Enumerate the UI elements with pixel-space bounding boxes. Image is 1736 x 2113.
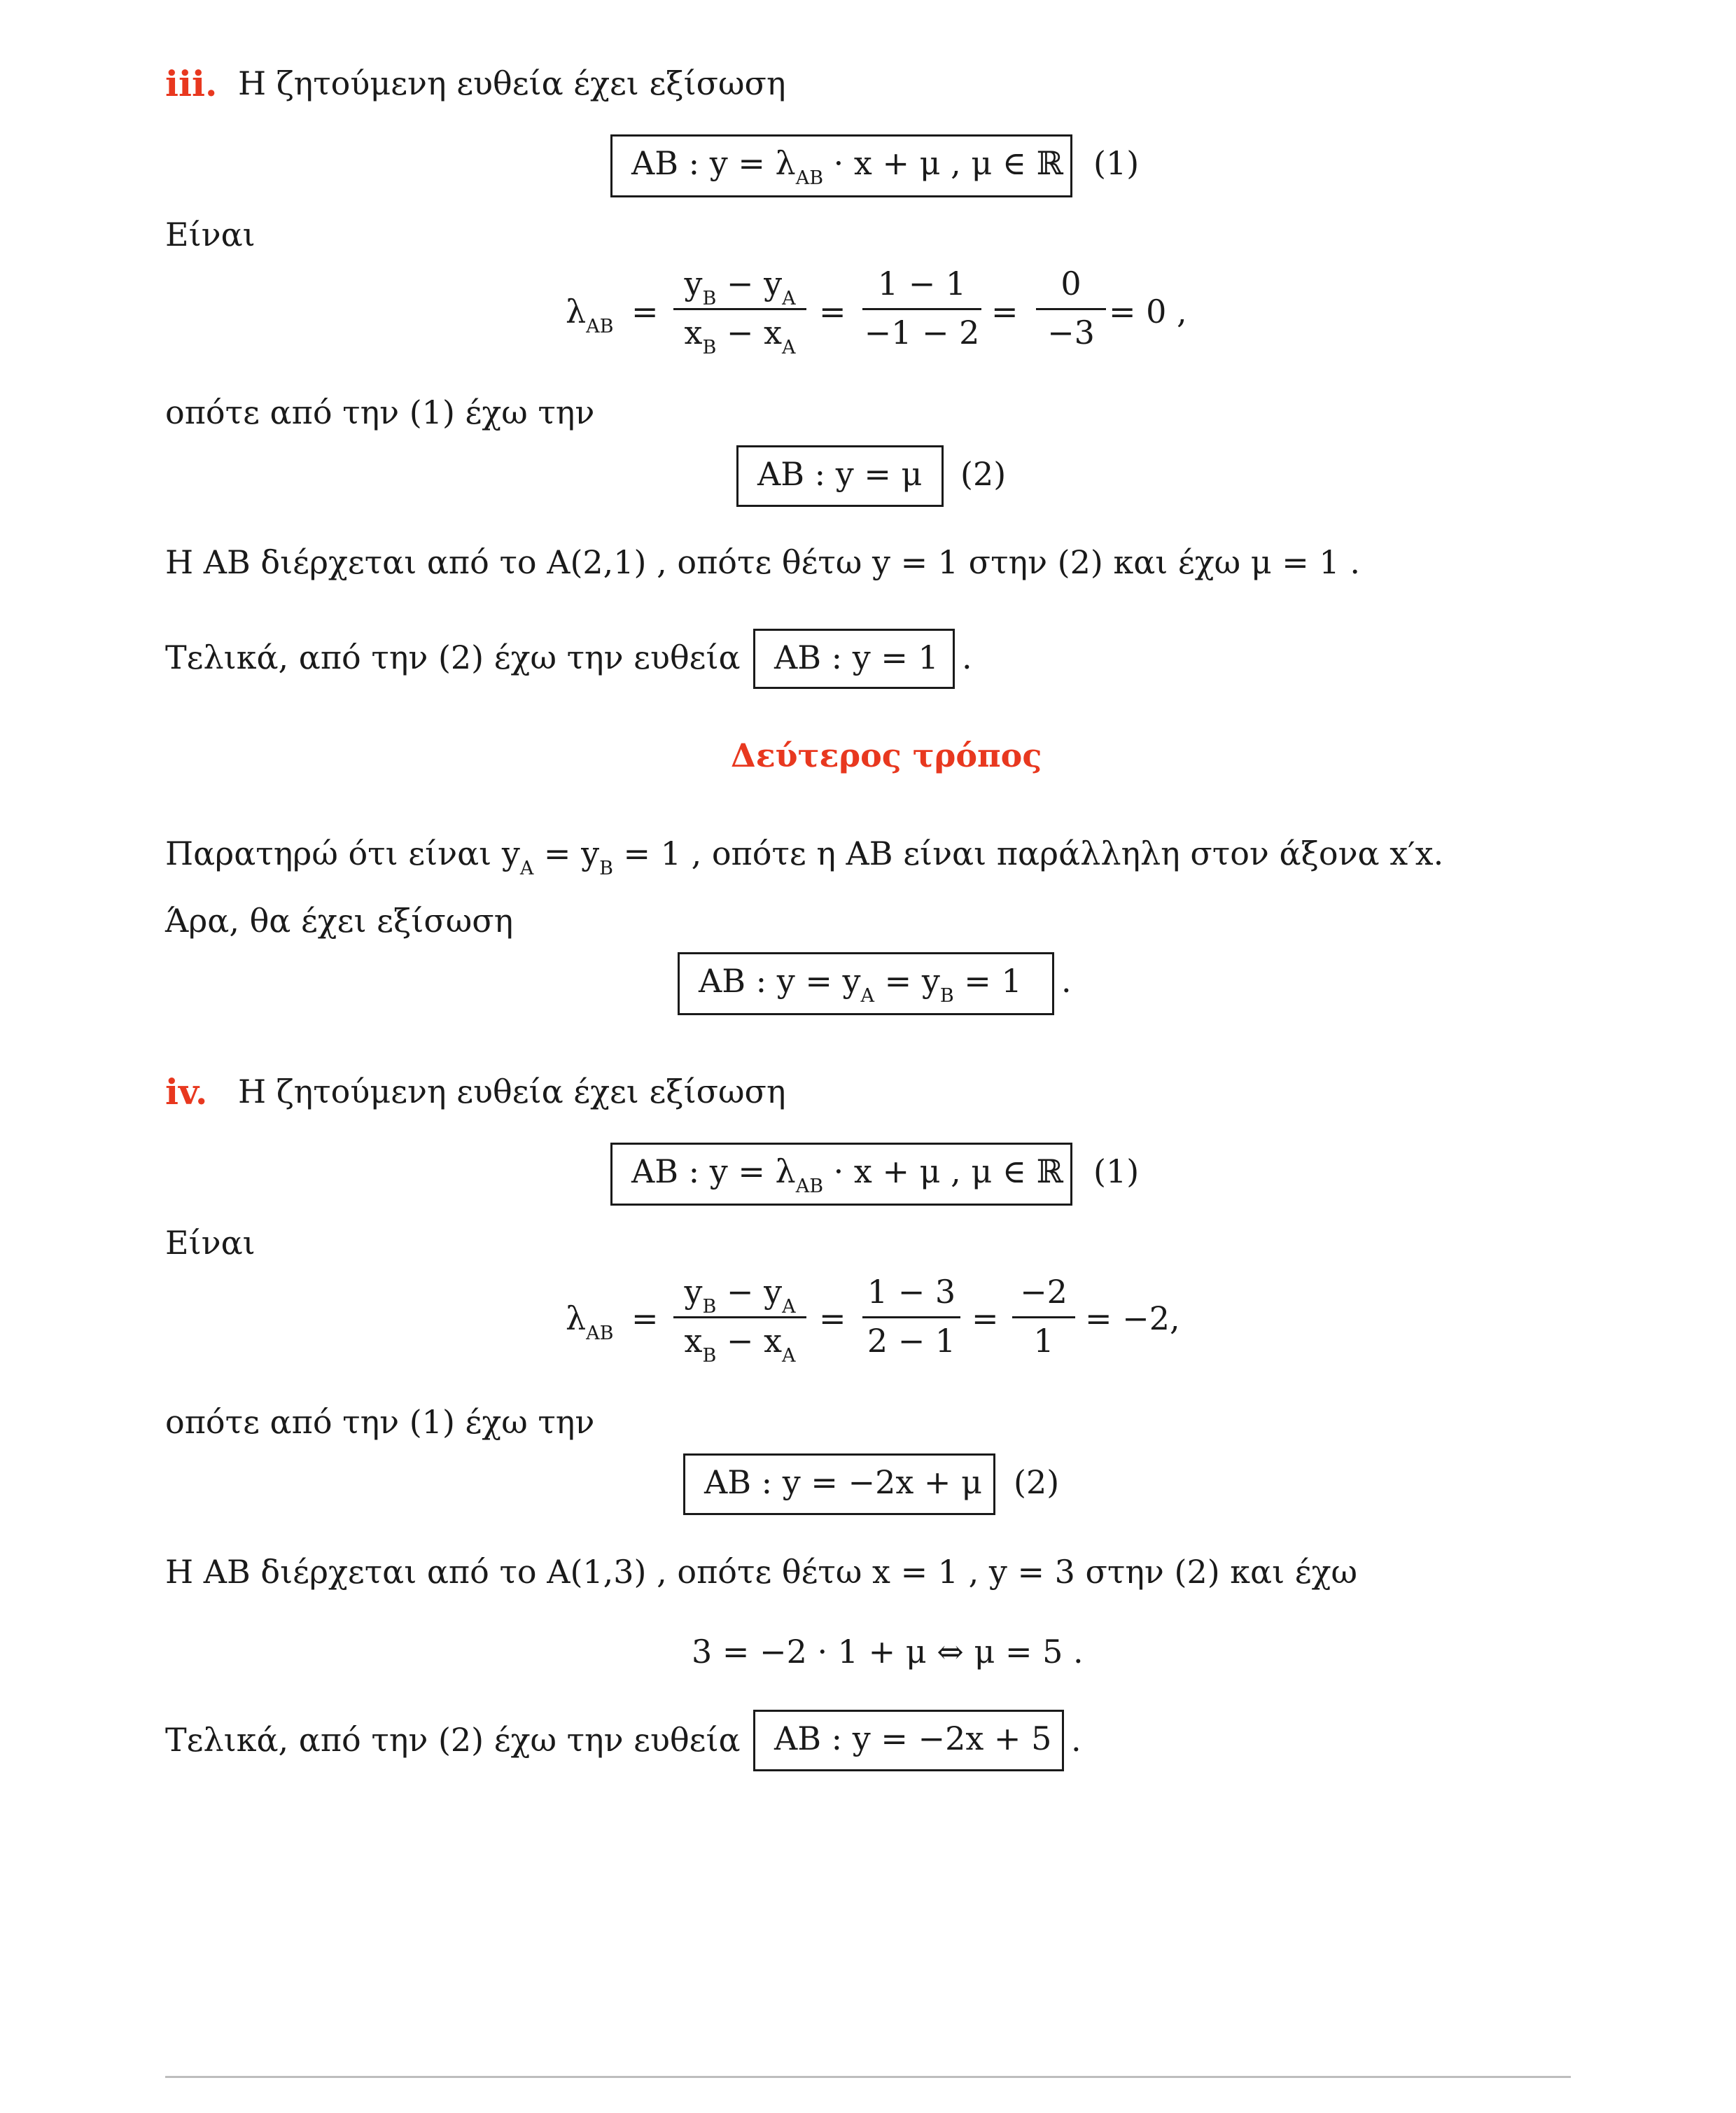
part-iii-intro: Η ζητούμενη ευθεία έχει εξίσωση bbox=[238, 64, 786, 102]
part-iii-frac1 bbox=[673, 265, 806, 363]
second-way-line2: Άρα, θα έχει εξίσωση bbox=[165, 902, 514, 940]
part-iii-lambda: $\lambda_{AB}$ bbox=[566, 293, 614, 337]
part-iv-intro: Η ζητούμενη ευθεία έχει εξίσωση bbox=[238, 1073, 786, 1110]
fraction-bar bbox=[862, 308, 981, 310]
part-iii-frac2 bbox=[862, 265, 981, 363]
frac1-denominator: $x_B - x_A$ bbox=[684, 314, 796, 358]
frac1-numerator: $y_B - y_A$ bbox=[684, 1273, 796, 1318]
second-way-title: Δεύτερος τρόπος bbox=[731, 737, 1042, 774]
fraction-bar bbox=[1036, 308, 1106, 310]
fraction-bar bbox=[862, 1316, 960, 1318]
part-iv-lambda: $\lambda_{AB}$ bbox=[566, 1299, 614, 1344]
part-iii-frac3 bbox=[1036, 265, 1106, 363]
part-iii-slope-result: = 0 , bbox=[1109, 293, 1187, 330]
second-way-line1: Παρατηρώ ότι είναι $y_A = y_B = 1$ , οπότε η AB είναι παράλληλη στον άξονα x′x. bbox=[165, 835, 1444, 879]
part-iv-passes: Η AB διέρχεται από το A(1,3) , οπότε θέτω x = 1 , y = 3 στην (2) και έχω bbox=[165, 1553, 1357, 1591]
part-iii-einai: Είναι bbox=[165, 216, 255, 253]
part-iii-final-prefix: Τελικά, από την (2) έχω την ευθεία bbox=[165, 639, 741, 676]
frac2-numerator: 1 − 3 bbox=[867, 1273, 956, 1311]
frac2-denominator: 2 − 1 bbox=[867, 1322, 956, 1360]
frac2-numerator: 1 − 1 bbox=[877, 265, 967, 302]
fraction-bar bbox=[1012, 1316, 1075, 1318]
fraction-bar bbox=[673, 1316, 806, 1318]
footer-rule bbox=[165, 2076, 1571, 2078]
part-iv-label: iv. bbox=[165, 1071, 208, 1113]
part-iii-final-eq: AB : y = 1 bbox=[774, 639, 939, 676]
part-iii-eq2: AB : y = μ bbox=[757, 455, 923, 493]
part-iv-final-prefix: Τελικά, από την (2) έχω την ευθεία bbox=[165, 1721, 741, 1759]
frac3-denominator: −3 bbox=[1047, 314, 1095, 351]
fraction-bar bbox=[673, 308, 806, 310]
part-iv-eq-sign: = bbox=[631, 1299, 659, 1337]
part-iv-frac1 bbox=[673, 1273, 806, 1371]
part-iv-final-dot: . bbox=[1071, 1721, 1082, 1759]
part-iii-eq1-tag: (1) bbox=[1093, 144, 1140, 182]
part-iii-passes: Η AB διέρχεται από το A(2,1) , οπότε θέτω y = 1 στην (2) και έχω μ = 1 . bbox=[165, 543, 1360, 581]
part-iii-eq1: AB : $y = \lambda_{AB} \cdot x + \mu$ , μ ∈ ℝ bbox=[631, 144, 1063, 189]
part-iii-eq2-tag: (2) bbox=[960, 455, 1007, 493]
part-iv-eq2: AB : y = −2x + μ bbox=[704, 1463, 982, 1501]
part-iv-then: οπότε από την (1) έχω την bbox=[165, 1403, 595, 1441]
part-iv-frac3 bbox=[1012, 1273, 1075, 1371]
part-iv-eq-sign-2: = bbox=[819, 1299, 846, 1337]
part-iii-label: iii. bbox=[165, 63, 218, 104]
frac1-numerator: $y_B - y_A$ bbox=[684, 265, 796, 309]
part-iii-eq-sign-2: = bbox=[819, 293, 846, 330]
part-iii-final-dot: . bbox=[962, 639, 972, 676]
part-iv-eq1: AB : $y = \lambda_{AB} \cdot x + \mu$ , μ ∈ ℝ bbox=[631, 1152, 1063, 1197]
frac3-denominator: 1 bbox=[1033, 1322, 1054, 1360]
part-iv-eq1-tag: (1) bbox=[1093, 1152, 1140, 1190]
second-way-eq: AB : $y = y_A = y_B = 1$ bbox=[699, 962, 1022, 1007]
part-iv-frac2 bbox=[862, 1273, 960, 1371]
part-iv-eq2-tag: (2) bbox=[1014, 1463, 1060, 1501]
part-iv-slope-result: = −2, bbox=[1085, 1299, 1180, 1337]
part-iii-eq-sign: = bbox=[631, 293, 659, 330]
part-iv-calc: 3 = −2 · 1 + μ ⇔ μ = 5 . bbox=[692, 1633, 1084, 1671]
part-iv-eq-sign-3: = bbox=[972, 1299, 999, 1337]
frac2-denominator: −1 − 2 bbox=[864, 314, 980, 351]
second-way-dot: . bbox=[1061, 962, 1072, 1000]
part-iv-einai: Είναι bbox=[165, 1224, 255, 1262]
frac1-denominator: $x_B - x_A$ bbox=[684, 1322, 796, 1367]
frac3-numerator: −2 bbox=[1020, 1273, 1068, 1311]
frac3-numerator: 0 bbox=[1060, 265, 1082, 302]
part-iv-final-eq: AB : y = −2x + 5 bbox=[774, 1720, 1052, 1757]
part-iii-eq-sign-3: = bbox=[991, 293, 1018, 330]
part-iii-then: οπότε από την (1) έχω την bbox=[165, 393, 595, 431]
